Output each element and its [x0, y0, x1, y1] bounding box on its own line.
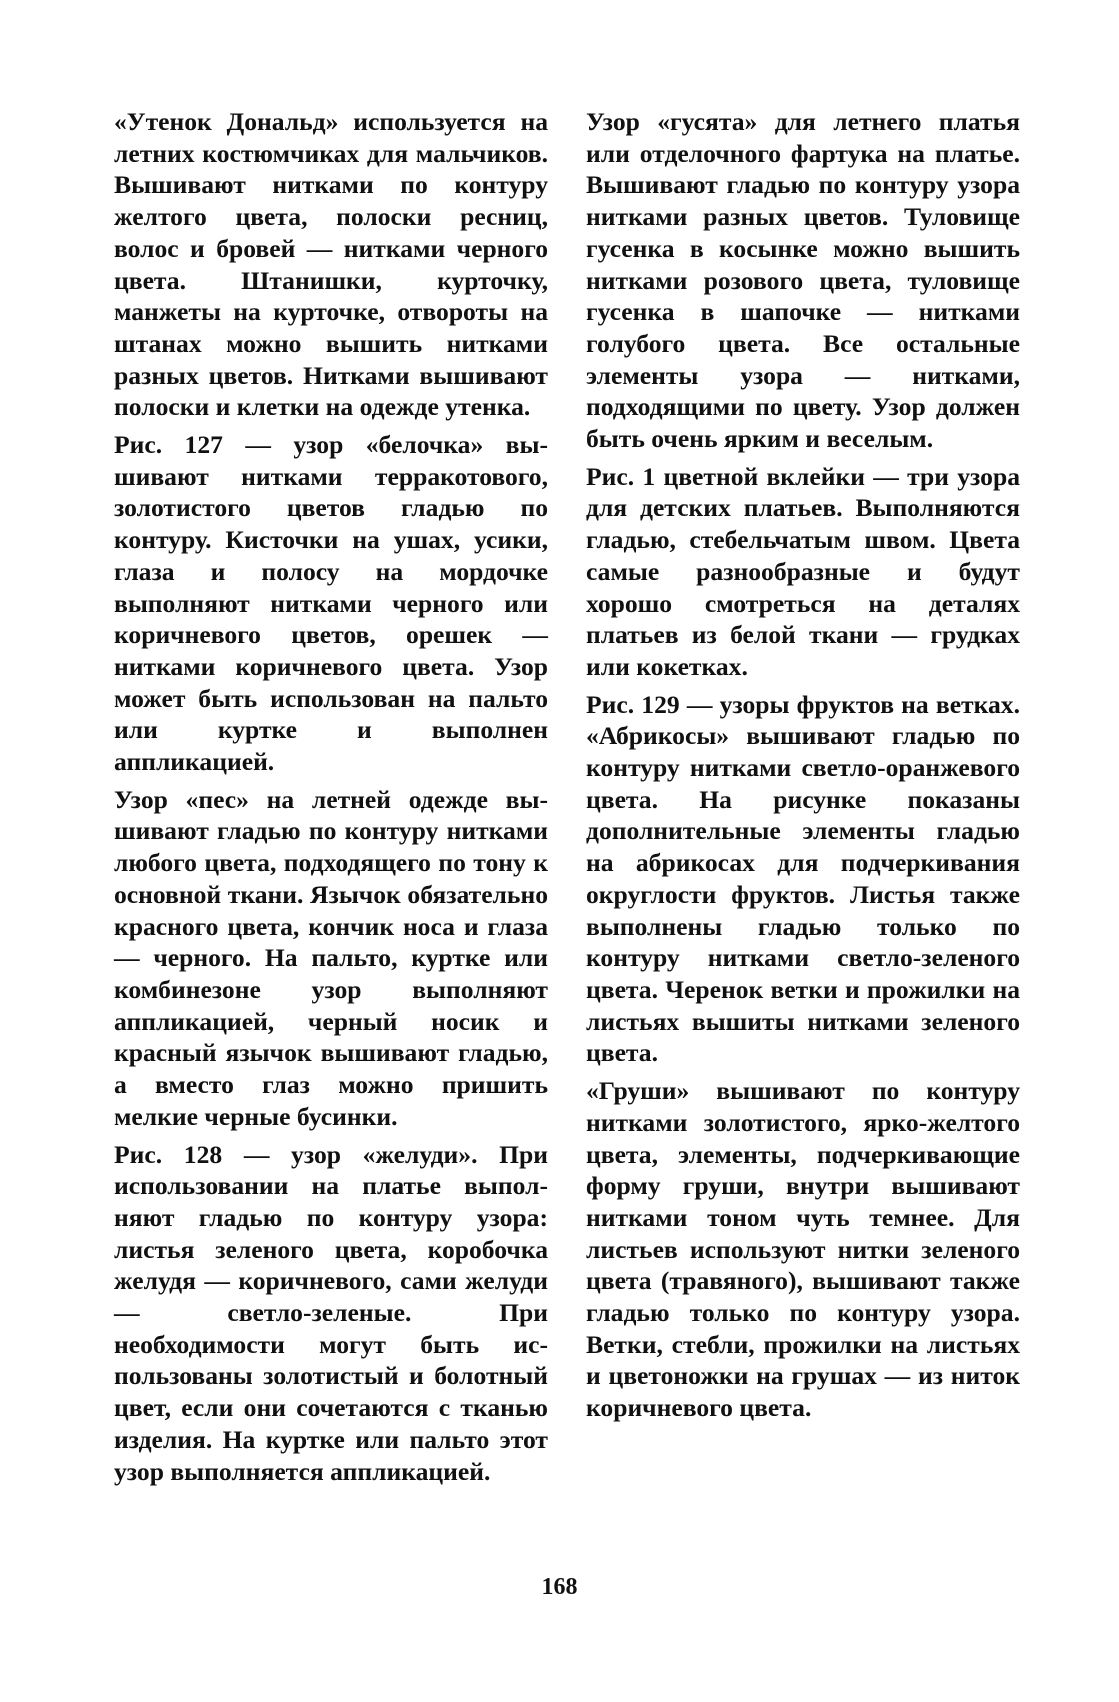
paragraph-goslings-pattern: Узор «гусята» для летнего платья или отделочного фартука на платье. Вышивают гладью по контуру узора нитками разных цветов. Туловище гусенка в косынке можно вышить нитками розового цвета, туловище гусенка в шапочке — нитками голубого цвета. Все остальные элементы узора — нитками, подходящими по цвету. Узор должен быть очень ярким и веселым.	[586, 107, 1020, 454]
left-column	[114, 106, 548, 1493]
paragraph-fig-129-fruits: Рис. 129 — узоры фруктов на ветках. «Абрикосы» вышивают гладью по контуру нитками светло-оранжевого цвета. На рисунке показаны дополнительные элементы гладью на абрикосах для подчеркивания округлости фруктов. Листья также выполнены гладью только по контуру нитками светло-зеленого цвета. Черенок ветки и прожилки на листьях вышиты нитками зеленого цвета.	[586, 689, 1020, 1068]
paragraph-fig-128-acorns: Рис. 128 — узор «желуди». При использовании на платье выполняют гладью по контуру узора: листья зеленого цвета, коробочка желудя — коричневого, сами желуди — светло-зеленые. При необходимости могут быть использованы золотистый и болотный цвет, если они сочетаются с тканью изделия. На куртке или пальто этот узор выполняется аппликацией.	[114, 1139, 548, 1486]
paragraph-dog-pattern: Узор «пес» на летней одежде вышивают гладью по контуру нитками любого цвета, подходящего по тону к основной ткани. Язычок обязательно красного цвета, кончик носа и глаза — черного. На пальто, куртке или комбинезоне узор выполняют аппликацией, черный носик и красный язычок вышивают гладью, а вместо глаз можно пришить мелкие черные бусинки.	[114, 784, 548, 1131]
paragraph-pears: «Груши» вышивают по контуру нитками золотистого, ярко-желтого цвета, элементы, подчеркивающие форму груши, внутри вышивают нитками тоном чуть темнее. Для листьев используют нитки зеленого цвета (травяного), вышивают также гладью только по контуру узора. Ветки, стебли, прожилки на листьях и цветоножки на грушах — из ниток коричневого цвета.	[586, 1076, 1020, 1423]
paragraph-fig-127-squirrel: Рис. 127 — узор «белочка» вышивают нитками терракотового, золотистого цветов гладью по контуру. Кисточки на ушах, усики, глаза и полосу на мордочке выполняют нитками черного или коричневого цветов, орешек — нитками коричневого цвета. Узор может быть использован на пальто или куртке и выполнен аппликацией.	[114, 430, 548, 777]
paragraph-fig-1-color-insert: Рис. 1 цветной вклейки — три узора для детских платьев. Выполняются гладью, стебельчатым швом. Цвета самые разнообразные и будут хорошо смотреться на деталях платьев из белой ткани — грудках или кокетках.	[586, 461, 1020, 681]
paragraph-donald-duck: «Утенок Дональд» используется на летних костюмчиках для мальчиков. Вышивают нитками по контуру желтого цвета, полоски ресниц, волос и бровей — нитками черного цвета. Штанишки, курточку, манжеты на курточке, отвороты на штанах можно вышить нитками разных цветов. Нитками вышивают полоски и клетки на одежде утенка.	[114, 107, 548, 422]
page-number: 168	[541, 1574, 578, 1600]
right-column	[586, 106, 1020, 1430]
